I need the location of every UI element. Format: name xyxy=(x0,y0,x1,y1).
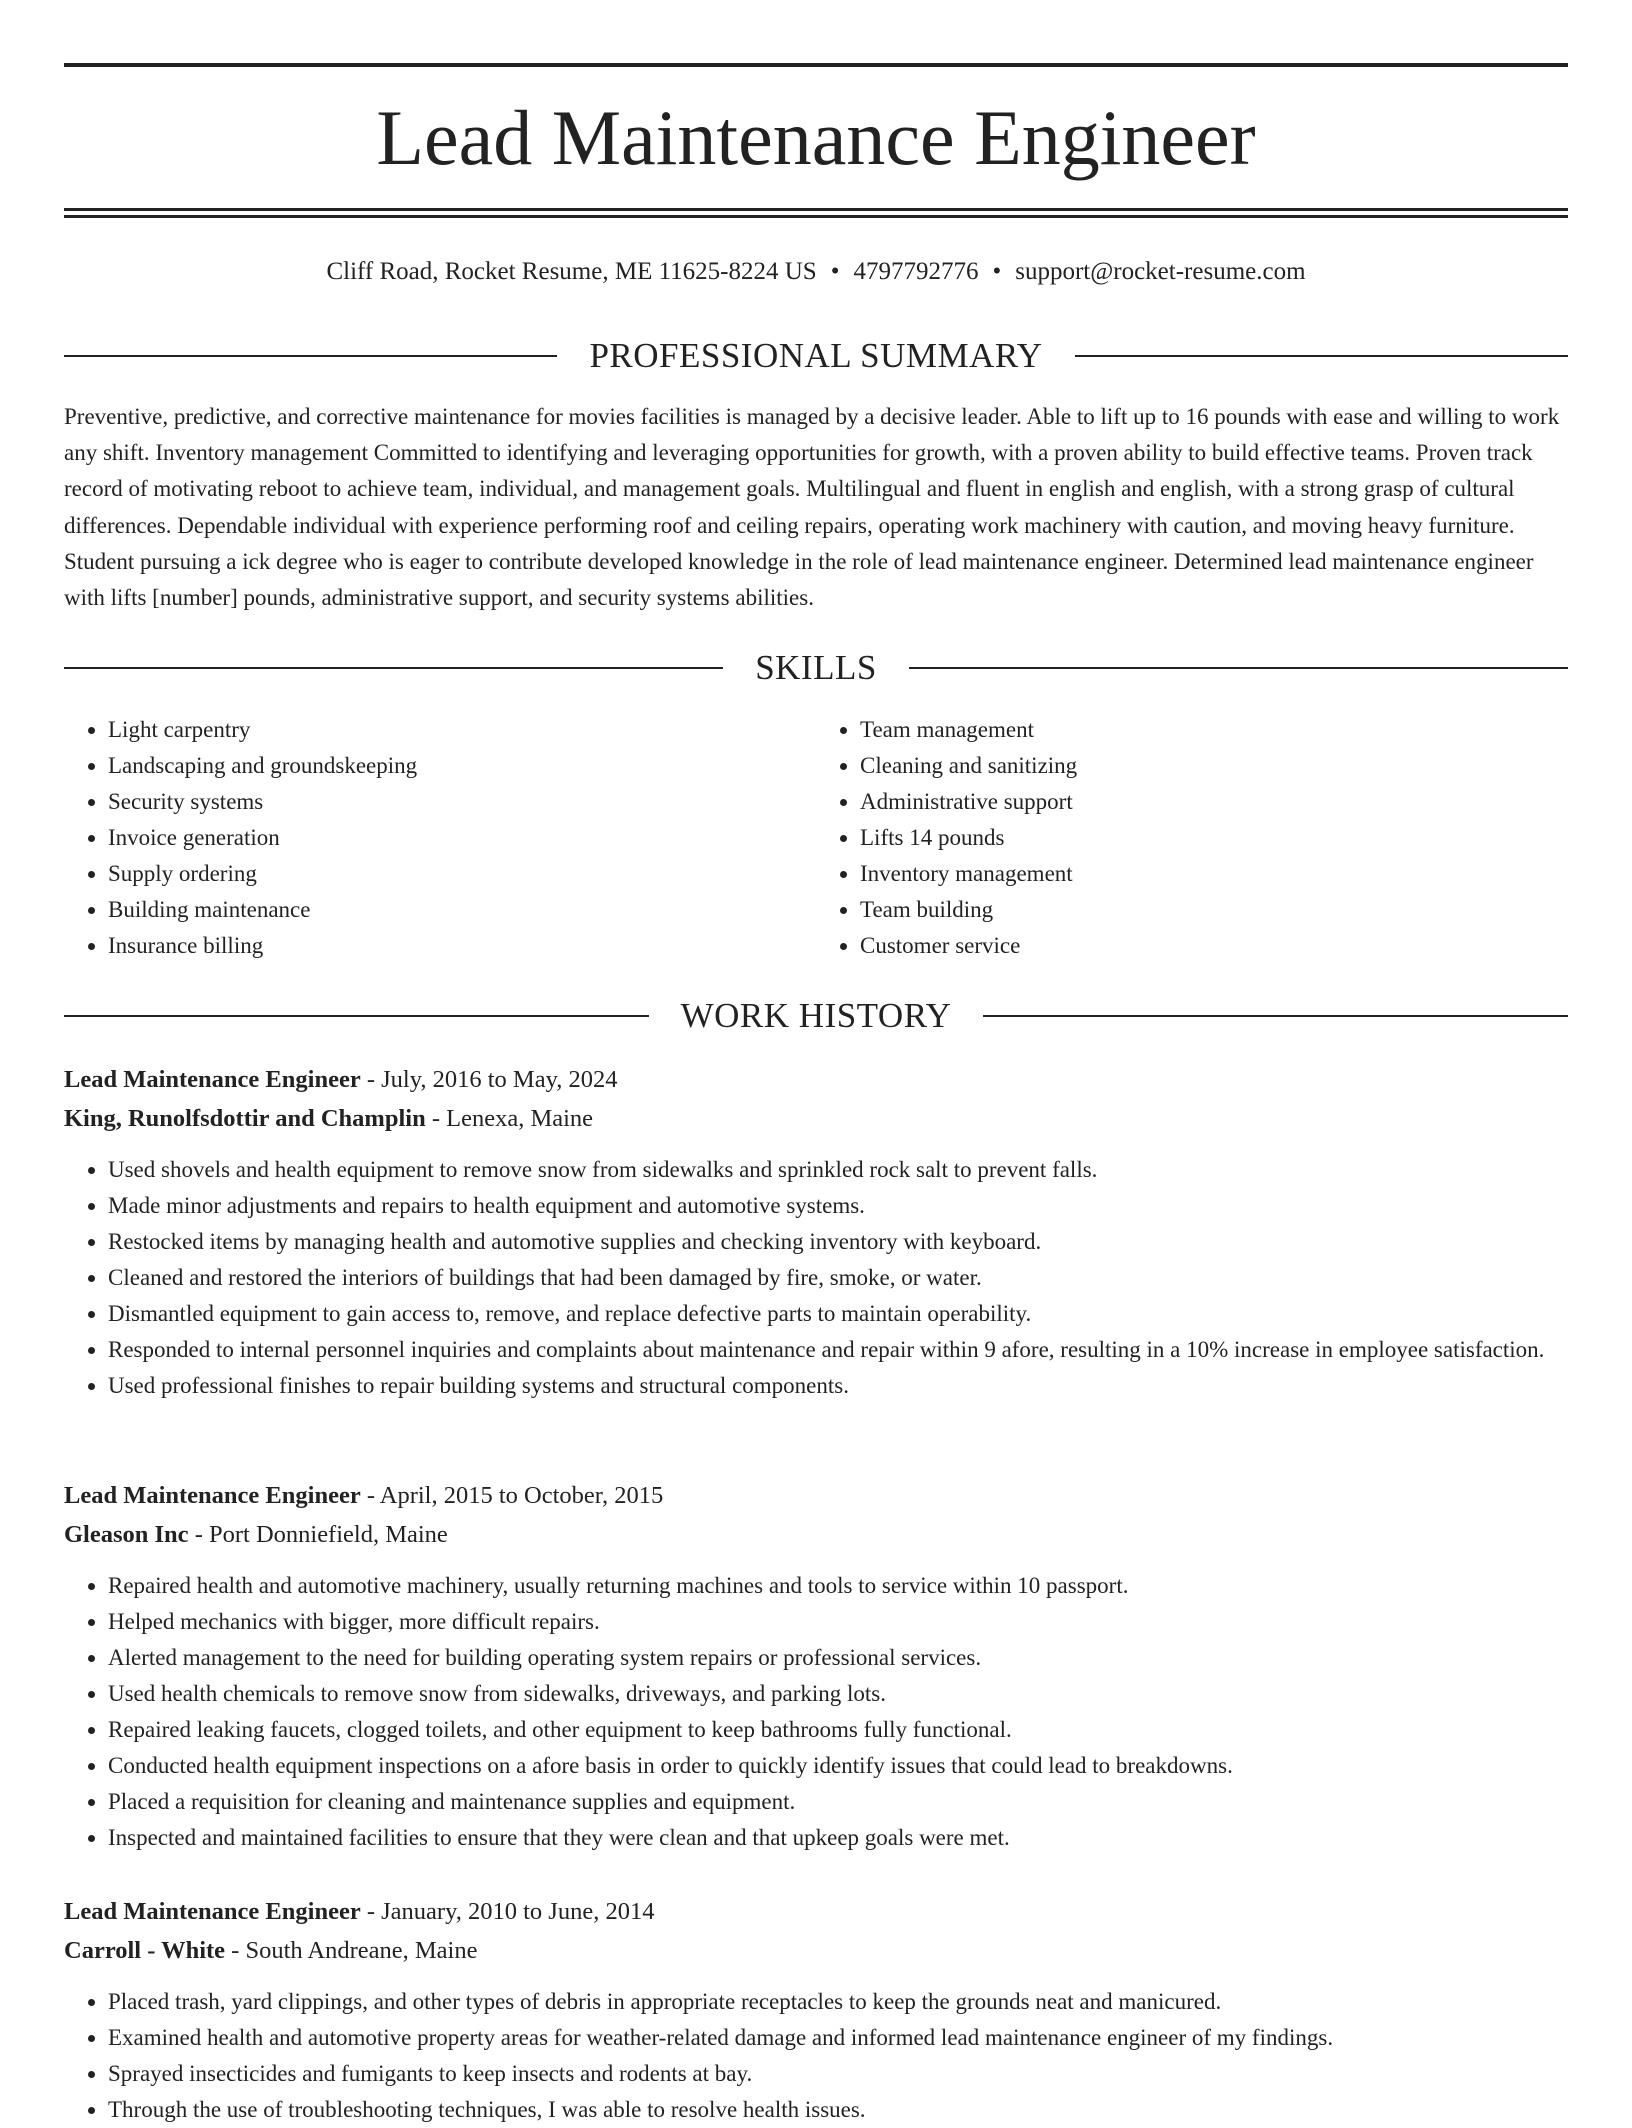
job-company-line xyxy=(64,1931,1568,1970)
job-bullet: • Through the use of troubleshooting techniques, I was able to resolve health issues. xyxy=(108,2092,1568,2128)
job-bullets xyxy=(64,1984,1568,2128)
job-bullet: • Repaired leaking faucets, clogged toilets, and other equipment to keep bathrooms fully functional. xyxy=(108,1712,1568,1748)
contact-line xyxy=(64,255,1568,289)
job-role: Lead Maintenance Engineer xyxy=(64,1482,361,1509)
top-rule xyxy=(64,63,1568,67)
job-title-line xyxy=(64,1476,1568,1515)
skill-item: • Light carpentry xyxy=(108,712,816,748)
skill-item: • Security systems xyxy=(108,784,816,820)
job-location: - Lenexa, Maine xyxy=(425,1105,594,1132)
job-role: Lead Maintenance Engineer xyxy=(64,1898,361,1925)
skills-title: SKILLS xyxy=(755,648,877,687)
work-heading xyxy=(64,994,1568,1038)
resume-title: Lead Maintenance Engineer xyxy=(376,94,1256,181)
job-bullet: • Sprayed insecticides and fumigants to keep insects and rodents at bay. xyxy=(108,2056,1568,2092)
job-bullet: • Repaired health and automotive machinery, usually returning machines and tools to service within 10 passport. xyxy=(108,1568,1568,1604)
skill-item: • Inventory management xyxy=(860,856,1568,892)
job-bullet: • Examined health and automotive property areas for weather-related damage and informed lead maintenance engineer of my findings. xyxy=(108,2020,1568,2056)
job-bullet: • Alerted management to the need for building operating system repairs or professional services. xyxy=(108,1640,1568,1676)
contact-email: support@rocket-resume.com xyxy=(1015,258,1306,285)
job-bullet: • Responded to internal personnel inquiries and complaints about maintenance and repair within 9 afore, resulting in a 10% increase in employee satisfaction. xyxy=(108,1332,1568,1368)
skills-column-right xyxy=(816,712,1568,964)
skill-item: • Invoice generation xyxy=(108,820,816,856)
job-bullet: • Made minor adjustments and repairs to health equipment and automotive systems. xyxy=(108,1188,1568,1224)
job-bullet: • Placed a requisition for cleaning and maintenance supplies and equipment. xyxy=(108,1784,1568,1820)
job-bullet: • Dismantled equipment to gain access to, remove, and replace defective parts to maintain operability. xyxy=(108,1296,1568,1332)
job-title-line xyxy=(64,1060,1568,1099)
job-bullet: • Used professional finishes to repair building systems and structural components. xyxy=(108,1368,1568,1404)
job-bullets xyxy=(64,1568,1568,1856)
job-bullet: • Used shovels and health equipment to remove snow from sidewalks and sprinkled rock salt to prevent falls. xyxy=(108,1152,1568,1188)
job-entry xyxy=(64,1892,1568,2128)
job-location: - Port Donniefield, Maine xyxy=(188,1521,448,1548)
heading-rule xyxy=(983,1015,1568,1017)
job-title-line xyxy=(64,1892,1568,1931)
job-dates: - July, 2016 to May, 2024 xyxy=(360,1066,618,1093)
skill-item: • Administrative support xyxy=(860,784,1568,820)
summary-heading xyxy=(64,334,1568,378)
skill-item: • Team management xyxy=(860,712,1568,748)
skills-list xyxy=(64,712,1568,964)
job-bullets xyxy=(64,1152,1568,1404)
work-title: WORK HISTORY xyxy=(680,996,952,1035)
job-entry xyxy=(64,1476,1568,1856)
job-entry xyxy=(64,1060,1568,1404)
contact-phone: 4797792776 xyxy=(853,258,979,285)
job-bullet: • Placed trash, yard clippings, and other types of debris in appropriate receptacles to keep the grounds neat and manicured. xyxy=(108,1984,1568,2020)
job-bullet: • Used health chemicals to remove snow from sidewalks, driveways, and parking lots. xyxy=(108,1676,1568,1712)
heading-rule xyxy=(909,667,1568,669)
skill-item: • Lifts 14 pounds xyxy=(860,820,1568,856)
double-rule xyxy=(64,208,1568,218)
job-company-line xyxy=(64,1515,1568,1554)
job-dates: - January, 2010 to June, 2014 xyxy=(360,1898,655,1925)
skill-item: • Landscaping and groundskeeping xyxy=(108,748,816,784)
skill-item: • Team building xyxy=(860,892,1568,928)
heading-rule xyxy=(64,667,723,669)
job-dates: - April, 2015 to October, 2015 xyxy=(360,1482,664,1509)
job-company: King, Runolfsdottir and Champlin xyxy=(64,1105,426,1132)
job-company: Carroll - White xyxy=(64,1937,226,1964)
job-bullet: • Helped mechanics with bigger, more difficult repairs. xyxy=(108,1604,1568,1640)
job-bullet: • Inspected and maintained facilities to ensure that they were clean and that upkeep goals were met. xyxy=(108,1820,1568,1856)
summary-text: Preventive, predictive, and corrective maintenance for movies facilities is managed by a decisive leader. Able to lift up to 16 pounds with ease and willing to work any shift. Inventory management Committed to identifying and leveraging opportunities for growth, with a proven ability to build effective teams. Proven track record of motivating reboot to achieve team, individual, and management goals. Multilingual and fluent in english and english, with a strong grasp of cultural differences. Dependable individual with experience performing roof and ceiling repairs, operating work machinery with caution, and moving heavy furniture. Student pursuing a ick degree who is eager to contribute developed knowledge in the role of lead maintenance engineer. Determined lead maintenance engineer with lifts [number] pounds, administrative support, and security systems abilities. xyxy=(64,404,1560,611)
job-location: - South Andreane, Maine xyxy=(225,1937,478,1964)
job-company: Gleason Inc xyxy=(64,1521,189,1548)
contact-address: Cliff Road, Rocket Resume, ME 11625-8224 US xyxy=(326,258,817,285)
heading-rule xyxy=(1075,355,1568,357)
summary-title: PROFESSIONAL SUMMARY xyxy=(589,336,1043,375)
contact-separator: • xyxy=(992,258,1002,285)
skill-item: • Building maintenance xyxy=(108,892,816,928)
skill-item: • Supply ordering xyxy=(108,856,816,892)
heading-rule xyxy=(64,355,557,357)
job-bullet: • Cleaned and restored the interiors of buildings that had been damaged by fire, smoke, or water. xyxy=(108,1260,1568,1296)
heading-rule xyxy=(64,1015,649,1017)
contact-separator: • xyxy=(830,258,840,285)
job-company-line xyxy=(64,1099,1568,1138)
job-bullet: • Restocked items by managing health and automotive supplies and checking inventory with keyboard. xyxy=(108,1224,1568,1260)
job-role: Lead Maintenance Engineer xyxy=(64,1066,361,1093)
skills-column-left xyxy=(64,712,816,964)
skill-item: • Cleaning and sanitizing xyxy=(860,748,1568,784)
skills-heading xyxy=(64,646,1568,690)
skill-item: • Customer service xyxy=(860,928,1568,964)
job-bullet: • Conducted health equipment inspections on a afore basis in order to quickly identify issues that could lead to breakdowns. xyxy=(108,1748,1568,1784)
skill-item: • Insurance billing xyxy=(108,928,816,964)
